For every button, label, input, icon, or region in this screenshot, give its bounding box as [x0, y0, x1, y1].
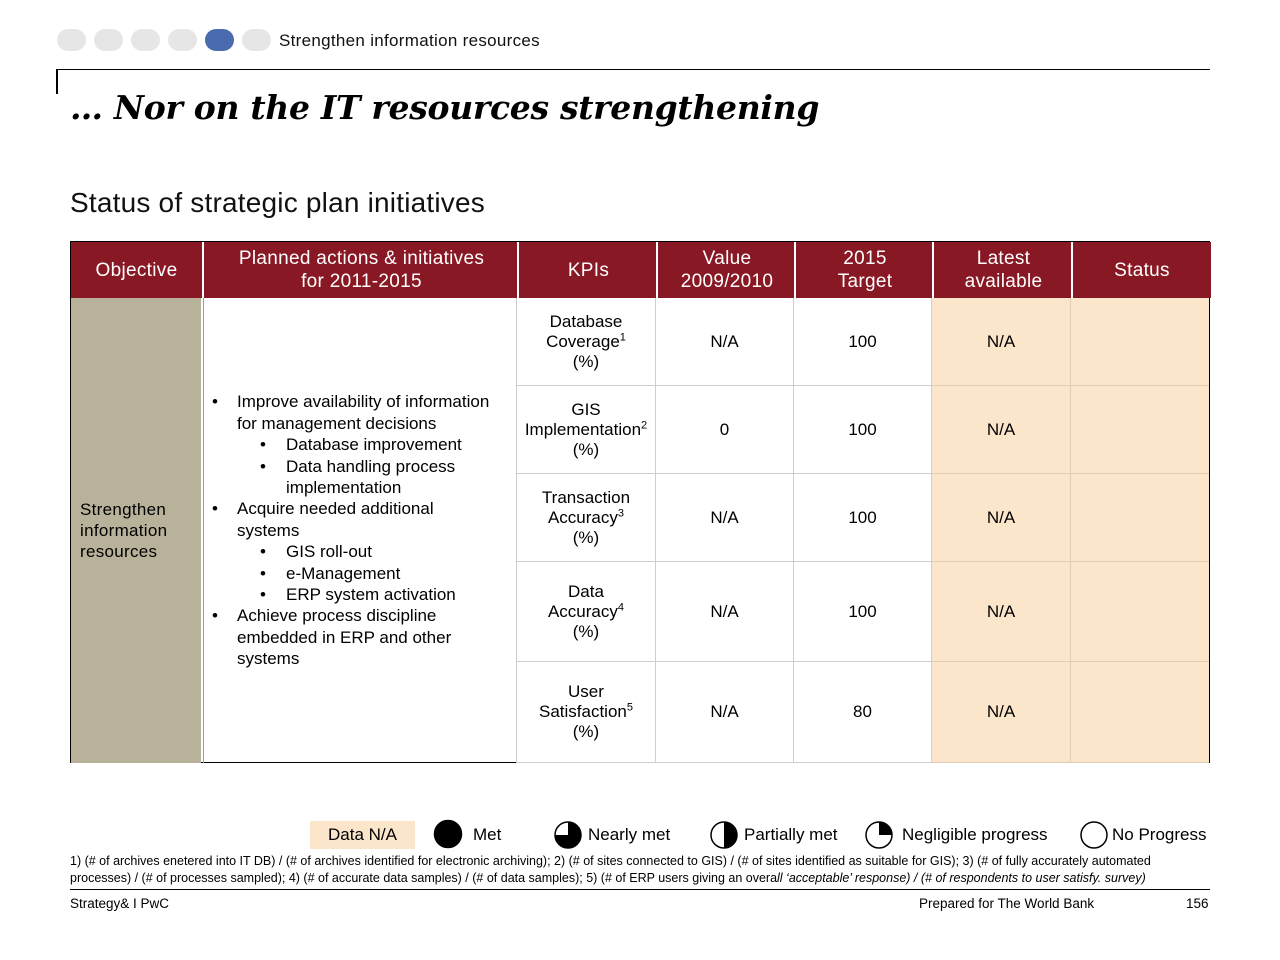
kpi-cell: User Satisfaction$^5$ (%)	[517, 662, 656, 763]
table-subtitle: Status of strategic plan initiatives	[70, 187, 485, 218]
target-cell: 100	[794, 298, 932, 386]
footer-brand: Strategy& I PwC	[70, 896, 170, 911]
action-item: • Data handling process	[212, 456, 489, 477]
action-item: • e-Management	[212, 563, 489, 584]
met-icon	[433, 819, 463, 849]
latest-cell: N/A	[932, 662, 1071, 763]
no-progress-icon	[1079, 820, 1109, 850]
legend-nearly-met: Nearly met	[588, 825, 671, 844]
target-cell: 100	[794, 474, 932, 562]
kpi-cell: Data Accuracy$^4$ (%)	[517, 562, 656, 662]
value-cell: N/A	[656, 562, 794, 662]
legend-partially-met: Partially met	[744, 825, 838, 844]
latest-cell: N/A	[932, 562, 1071, 662]
action-item: • GIS roll-out	[212, 541, 489, 562]
action-item: systems	[237, 649, 300, 669]
bottom-divider	[70, 889, 1210, 890]
header-actions: Planned actions & initiatives for 2011-2015	[202, 242, 519, 298]
page-number: 156	[1186, 896, 1209, 911]
legend-no-progress: No Progress	[1112, 825, 1207, 844]
action-item: embedded in ERP and other	[237, 627, 452, 647]
top-divider	[56, 69, 1210, 70]
kpi-cell: Database Coverage$^1$ (%)	[517, 298, 656, 386]
progress-step	[57, 29, 86, 51]
section-name: Strengthen information resources	[279, 31, 540, 50]
action-item: for management decisions	[237, 413, 437, 433]
action-item: • Achieve process discipline	[212, 605, 489, 626]
status-cell	[1071, 386, 1209, 474]
value-cell: 0	[656, 386, 794, 474]
progress-step-active	[205, 29, 234, 51]
action-item: • Acquire needed additional	[212, 498, 489, 519]
partially-met-icon	[709, 820, 739, 850]
footer-prepared-for: Prepared for The World Bank	[919, 896, 1095, 911]
action-item: implementation	[286, 477, 402, 497]
top-divider-tick	[56, 69, 58, 94]
negligible-progress-icon	[864, 820, 894, 850]
progress-step	[131, 29, 160, 51]
initiatives-table	[70, 241, 1210, 763]
status-cell	[1071, 662, 1209, 763]
value-cell: N/A	[656, 298, 794, 386]
latest-cell: N/A	[932, 298, 1071, 386]
header-kpis: KPIs	[517, 242, 658, 298]
header-value: Value 2009/2010	[656, 242, 796, 298]
action-item: • Database improvement	[212, 434, 489, 455]
actions-cell	[203, 298, 517, 763]
progress-step	[168, 29, 197, 51]
target-cell: 100	[794, 562, 932, 662]
header-status: Status	[1071, 242, 1211, 298]
value-cell: N/A	[656, 474, 794, 562]
actions-list	[212, 391, 489, 669]
header-target: 2015 Target	[794, 242, 934, 298]
legend-met: Met	[473, 825, 502, 844]
footnote: 1) (# of archives enetered into IT DB) / (# of archives identified for electronic archiving); 2) (# of sites connected to GIS) / (# of sites identified as suitable for GIS); 3) (# of fully accurately automated processes) / (# of processes sampled); 4) (# of accurate data samples) / (# of data samples); 5) (# of ERP users giving an overall ‘acceptable’ response) / (# of respondents to user satisfy. survey)	[70, 854, 1151, 885]
header-objective: Objective	[71, 242, 202, 298]
legend-negligible-progress: Negligible progress	[902, 825, 1048, 844]
value-cell: N/A	[656, 662, 794, 763]
progress-step	[242, 29, 271, 51]
latest-cell: N/A	[932, 386, 1071, 474]
action-item: • ERP system activation	[212, 584, 489, 605]
kpi-cell: GIS Implementation$^2$ (%)	[517, 386, 656, 474]
status-cell	[1071, 474, 1209, 562]
target-cell: 100	[794, 386, 932, 474]
action-item: • Improve availability of information	[212, 391, 489, 412]
latest-cell: N/A	[932, 474, 1071, 562]
page-title: … Nor on the IT resources strengthening	[70, 88, 820, 127]
legend-data-na: Data N/A	[310, 821, 415, 849]
action-item: systems	[237, 520, 300, 540]
objective-cell: Strengthen information resources	[71, 298, 201, 763]
status-cell	[1071, 298, 1209, 386]
progress-indicator	[57, 29, 271, 51]
status-cell	[1071, 562, 1209, 662]
progress-step	[94, 29, 123, 51]
nearly-met-icon	[553, 820, 583, 850]
target-cell: 80	[794, 662, 932, 763]
header-latest: Latest available	[932, 242, 1073, 298]
kpi-cell: Transaction Accuracy$^3$ (%)	[517, 474, 656, 562]
